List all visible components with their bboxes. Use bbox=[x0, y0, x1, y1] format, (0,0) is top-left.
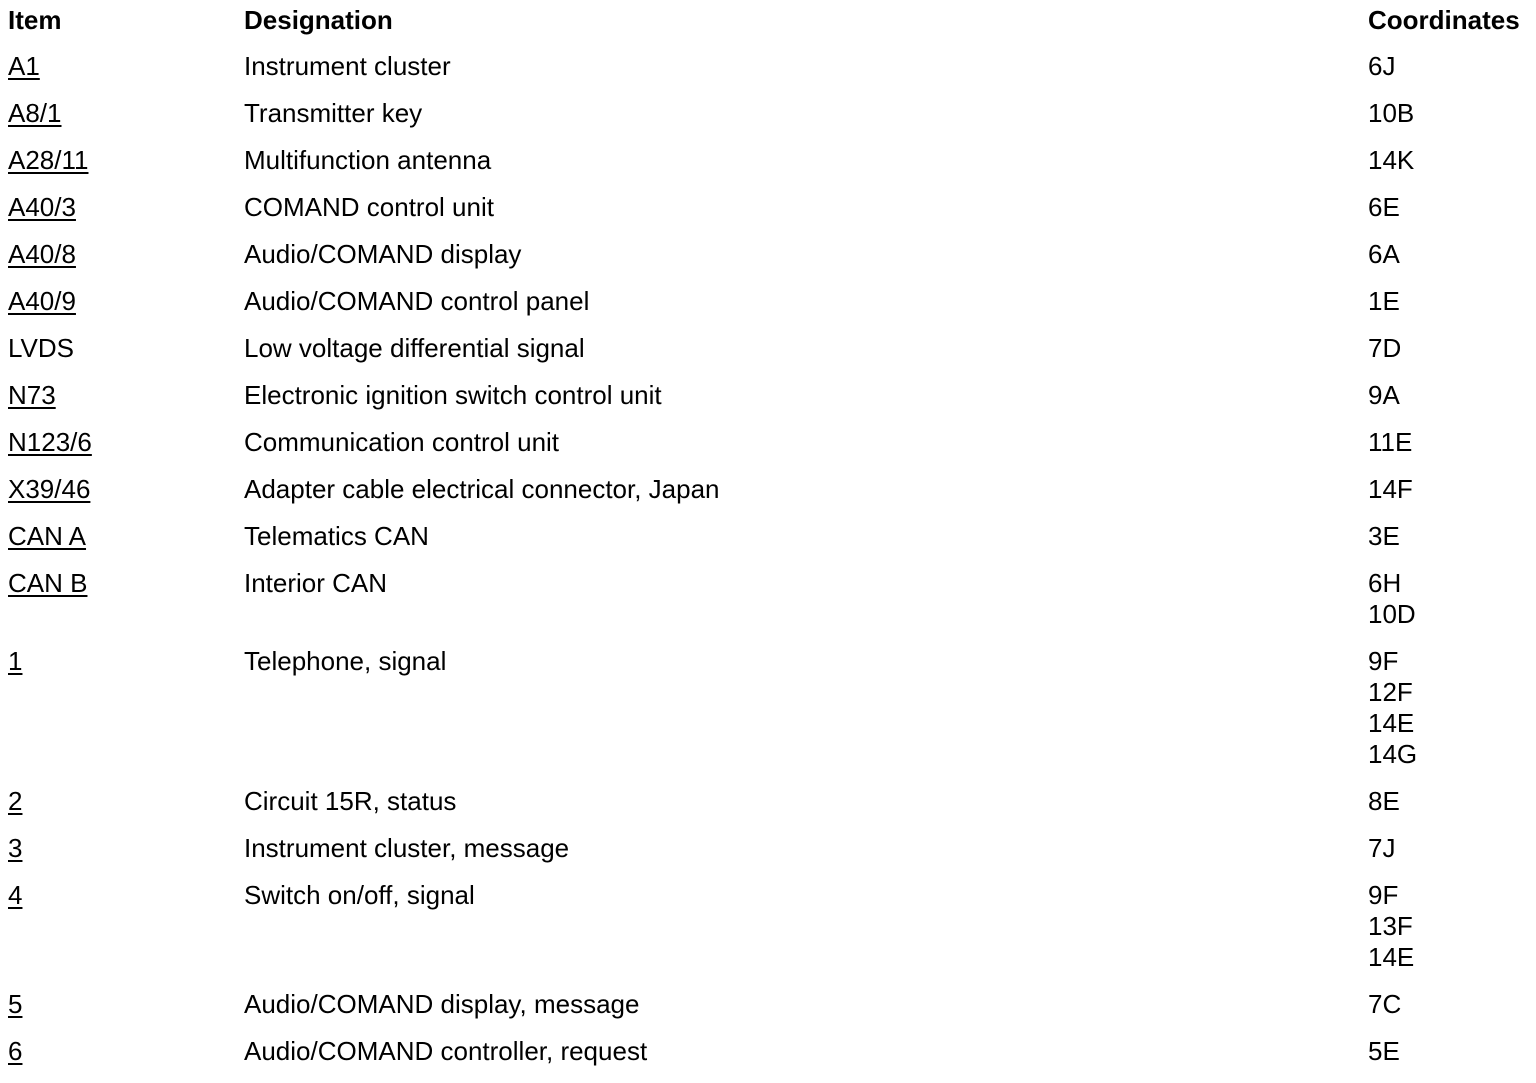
coordinate-value: 10B bbox=[1368, 98, 1415, 128]
table-row bbox=[0, 833, 1536, 880]
table-row bbox=[0, 380, 1536, 427]
coordinates-cell bbox=[1368, 51, 1536, 98]
coordinate-value: 14E bbox=[1368, 942, 1415, 972]
table-row bbox=[0, 333, 1536, 380]
item-cell bbox=[0, 145, 244, 192]
item-link[interactable]: 1 bbox=[8, 646, 23, 676]
designation-cell: Adapter cable electrical connector, Japan bbox=[244, 474, 720, 504]
designation-cell: Switch on/off, signal bbox=[244, 880, 475, 910]
coordinate-value: 5E bbox=[1368, 1036, 1400, 1066]
designation-cell: Circuit 15R, status bbox=[244, 786, 457, 816]
designation-cell: Telephone, signal bbox=[244, 646, 447, 676]
coordinates-cell bbox=[1368, 1036, 1536, 1083]
coordinate-value: 6E bbox=[1368, 192, 1400, 222]
coordinates-cell bbox=[1368, 833, 1536, 880]
coordinate-value: 7D bbox=[1368, 333, 1402, 363]
table-row bbox=[0, 474, 1536, 521]
coordinates-cell bbox=[1368, 989, 1536, 1036]
designation-cell: Communication control unit bbox=[244, 427, 560, 457]
item-link[interactable]: 4 bbox=[8, 880, 23, 910]
item-label: LVDS bbox=[8, 333, 74, 363]
coordinates-cell bbox=[1368, 145, 1536, 192]
designation-cell: Audio/COMAND display bbox=[244, 239, 522, 269]
coordinate-value: 6H bbox=[1368, 568, 1402, 598]
item-cell bbox=[0, 333, 244, 380]
designation-cell: Electronic ignition switch control unit bbox=[244, 380, 662, 410]
item-cell bbox=[0, 474, 244, 521]
coordinate-value: 14K bbox=[1368, 145, 1415, 175]
table-row bbox=[0, 521, 1536, 568]
coordinate-value: 10D bbox=[1368, 599, 1416, 629]
designation-cell: Audio/COMAND display, message bbox=[244, 989, 640, 1019]
item-link[interactable]: 2 bbox=[8, 786, 23, 816]
item-cell bbox=[0, 646, 244, 786]
item-link[interactable]: A40/8 bbox=[8, 239, 76, 269]
item-link[interactable]: A8/1 bbox=[8, 98, 62, 128]
table-row bbox=[0, 145, 1536, 192]
coordinate-value: 14F bbox=[1368, 474, 1413, 504]
item-link[interactable]: N123/6 bbox=[8, 427, 92, 457]
item-link[interactable]: N73 bbox=[8, 380, 56, 410]
coordinates-cell bbox=[1368, 239, 1536, 286]
item-link[interactable]: 6 bbox=[8, 1036, 23, 1066]
coordinates-cell bbox=[1368, 646, 1536, 786]
item-cell bbox=[0, 380, 244, 427]
coordinates-cell bbox=[1368, 786, 1536, 833]
coordinate-value: 1E bbox=[1368, 286, 1400, 316]
designation-cell: Audio/COMAND control panel bbox=[244, 286, 590, 316]
table-row bbox=[0, 646, 1536, 786]
coordinate-value: 8E bbox=[1368, 786, 1400, 816]
designation-cell: Transmitter key bbox=[244, 98, 423, 128]
item-link[interactable]: A28/11 bbox=[8, 145, 89, 175]
table-row bbox=[0, 286, 1536, 333]
header-item: Item bbox=[8, 5, 62, 35]
coordinates-cell bbox=[1368, 286, 1536, 333]
table-row bbox=[0, 427, 1536, 474]
table-row bbox=[0, 786, 1536, 833]
coordinates-cell bbox=[1368, 568, 1536, 646]
coordinate-value: 9F bbox=[1368, 646, 1399, 676]
designation-cell: Interior CAN bbox=[244, 568, 388, 598]
item-cell bbox=[0, 521, 244, 568]
designation-cell: COMAND control unit bbox=[244, 192, 494, 222]
coordinate-value: 12F bbox=[1368, 677, 1413, 707]
item-cell bbox=[0, 833, 244, 880]
item-cell bbox=[0, 192, 244, 239]
item-link[interactable]: CAN B bbox=[8, 568, 88, 598]
table-row bbox=[0, 568, 1536, 646]
item-cell bbox=[0, 286, 244, 333]
coordinate-value: 6J bbox=[1368, 51, 1396, 81]
item-cell bbox=[0, 880, 244, 989]
table-row bbox=[0, 1036, 1536, 1083]
designation-cell: Audio/COMAND controller, request bbox=[244, 1036, 648, 1066]
coordinates-cell bbox=[1368, 474, 1536, 521]
item-link[interactable]: 3 bbox=[8, 833, 23, 863]
coordinate-value: 3E bbox=[1368, 521, 1400, 551]
item-link[interactable]: X39/46 bbox=[8, 474, 91, 504]
coordinates-cell bbox=[1368, 880, 1536, 989]
coordinate-value: 9F bbox=[1368, 880, 1399, 910]
table-body bbox=[0, 51, 1536, 1083]
item-cell bbox=[0, 51, 244, 98]
coordinates-cell bbox=[1368, 192, 1536, 239]
coordinate-value: 6A bbox=[1368, 239, 1400, 269]
table-row bbox=[0, 192, 1536, 239]
item-link[interactable]: CAN A bbox=[8, 521, 87, 551]
coordinate-value: 11E bbox=[1368, 427, 1413, 457]
item-link[interactable]: A1 bbox=[8, 51, 40, 81]
designation-cell: Multifunction antenna bbox=[244, 145, 492, 175]
item-link[interactable]: A40/9 bbox=[8, 286, 76, 316]
item-cell bbox=[0, 568, 244, 646]
coordinate-value: 7J bbox=[1368, 833, 1396, 863]
table-row bbox=[0, 989, 1536, 1036]
coordinate-value: 7C bbox=[1368, 989, 1402, 1019]
header-designation: Designation bbox=[244, 5, 393, 35]
coordinates-cell bbox=[1368, 380, 1536, 427]
table-row bbox=[0, 51, 1536, 98]
designation-cell: Instrument cluster bbox=[244, 51, 451, 81]
header-row bbox=[0, 0, 1536, 51]
coordinates-cell bbox=[1368, 333, 1536, 380]
coordinates-cell bbox=[1368, 427, 1536, 474]
item-link[interactable]: 5 bbox=[8, 989, 23, 1019]
header-coordinates: Coordinates bbox=[1368, 5, 1520, 35]
designation-cell: Instrument cluster, message bbox=[244, 833, 570, 863]
item-cell bbox=[0, 786, 244, 833]
coordinate-value: 14E bbox=[1368, 708, 1415, 738]
item-cell bbox=[0, 239, 244, 286]
item-cell bbox=[0, 989, 244, 1036]
table-header bbox=[0, 0, 1536, 51]
item-cell bbox=[0, 98, 244, 145]
coordinates-cell bbox=[1368, 98, 1536, 145]
designation-cell: Telematics CAN bbox=[244, 521, 429, 551]
coordinate-value: 9A bbox=[1368, 380, 1400, 410]
item-cell bbox=[0, 1036, 244, 1083]
coordinate-value: 13F bbox=[1368, 911, 1413, 941]
table-row bbox=[0, 98, 1536, 145]
table-row bbox=[0, 880, 1536, 989]
table-row bbox=[0, 239, 1536, 286]
coordinates-cell bbox=[1368, 521, 1536, 568]
item-link[interactable]: A40/3 bbox=[8, 192, 76, 222]
designation-cell: Low voltage differential signal bbox=[244, 333, 585, 363]
item-cell bbox=[0, 427, 244, 474]
coordinate-value: 14G bbox=[1368, 739, 1418, 769]
